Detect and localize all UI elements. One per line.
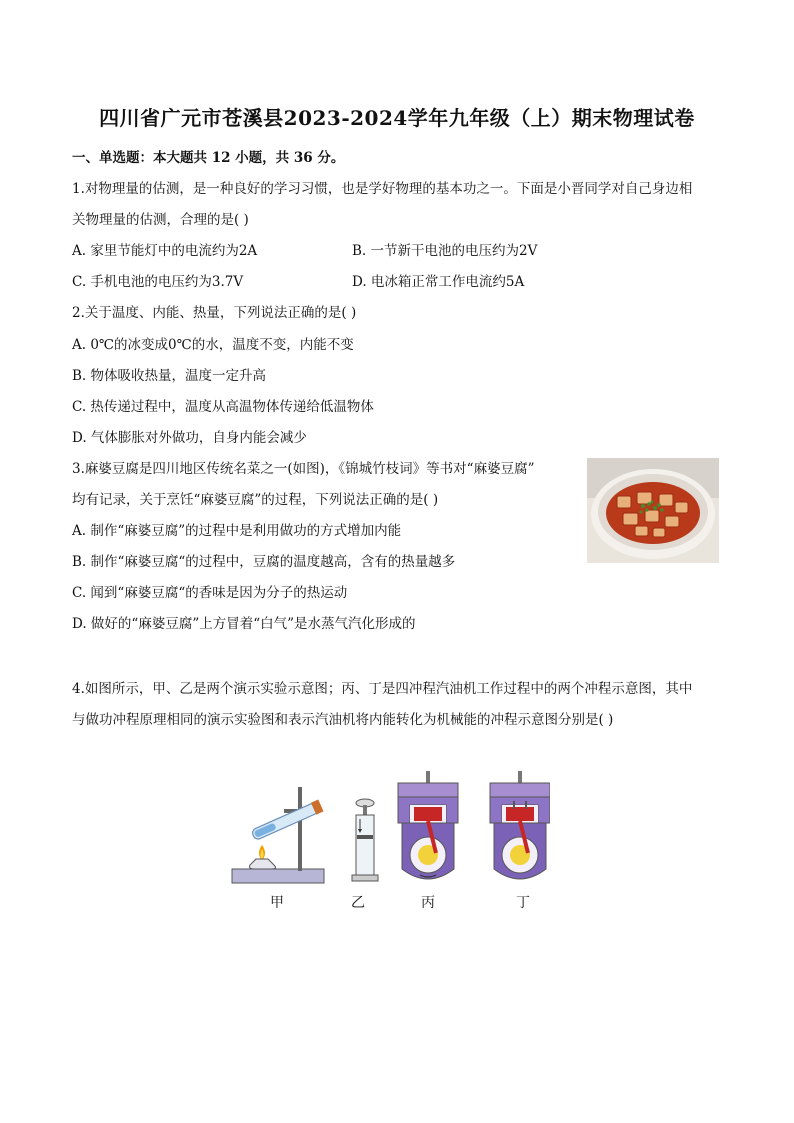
diagram-jia [232,787,324,883]
q2-option-c: C. 热传递过程中，温度从高温物体传递给低温物体 [72,399,374,415]
q2-option-b: B. 物体吸收热量，温度一定升高 [72,368,267,384]
q1-stem-line-2: 关物理量的估测，合理的是( ) [72,212,249,228]
q1-option-d: D. 电冰箱正常工作电流约5A [352,274,525,290]
mapo-tofu-image [587,458,719,563]
section-heading: 一、单选题：本大题共 12 小题，共 36 分。 [72,150,345,166]
figure-label-jia: 甲 [270,895,284,911]
page-title: 四川省广元市苍溪县2023-2024学年九年级（上）期末物理试卷 [99,106,695,130]
q1-option-a: A. 家里节能灯中的电流约为2A [72,243,258,259]
figure-label-bing: 丙 [421,895,435,911]
q4-stem-line-2: 与做功冲程原理相同的演示实验图和表示汽油机将内能转化为机械能的冲程示意图分别是( ) [72,712,614,728]
q3-stem-line-1: 3.麻婆豆腐是四川地区传统名菜之一(如图)，《锦城竹枝词》等书对“麻婆豆腐” [72,461,535,477]
q1-option-b: B. 一节新干电池的电压约为2V [352,243,538,259]
q3-option-a: A. 制作“麻婆豆腐”的过程中是利用做功的方式增加内能 [72,523,402,539]
q1-option-c: C. 手机电池的电压约为3.7V [72,274,244,290]
figure-label-ding: 丁 [516,895,530,911]
diagram-bing [398,771,458,879]
q3-option-d: D. 做好的“麻婆豆腐”上方冒着“白气”是水蒸气汽化形成的 [72,616,416,632]
q3-option-c: C. 闻到“麻婆豆腐“的香味是因为分子的热运动 [72,585,348,601]
q3-stem-line-2: 均有记录，关于烹饪“麻婆豆腐”的过程，下列说法正确的是( ) [72,492,439,508]
q2-option-d: D. 气体膨胀对外做功，自身内能会减少 [72,430,307,446]
diagram-ding [490,771,550,879]
experiment-engine-diagram [228,765,550,895]
diagram-yi [352,799,378,881]
q2-option-a: A. 0℃的冰变成0℃的水，温度不变，内能不变 [72,337,354,353]
q2-stem: 2.关于温度、内能、热量，下列说法正确的是( ) [72,305,357,321]
q3-option-b: B. 制作“麻婆豆腐“的过程中，豆腐的温度越高，含有的热量越多 [72,554,456,570]
figure-label-yi: 乙 [351,895,365,911]
q4-stem-line-1: 4.如图所示，甲、乙是两个演示实验示意图；丙、丁是四冲程汽油机工作过程中的两个冲程示意图，其中 [72,681,693,697]
q1-stem-line-1: 1.对物理量的估测，是一种良好的学习习惯，也是学好物理的基本功之一。下面是小晋同学对自己身边相 [72,181,693,197]
